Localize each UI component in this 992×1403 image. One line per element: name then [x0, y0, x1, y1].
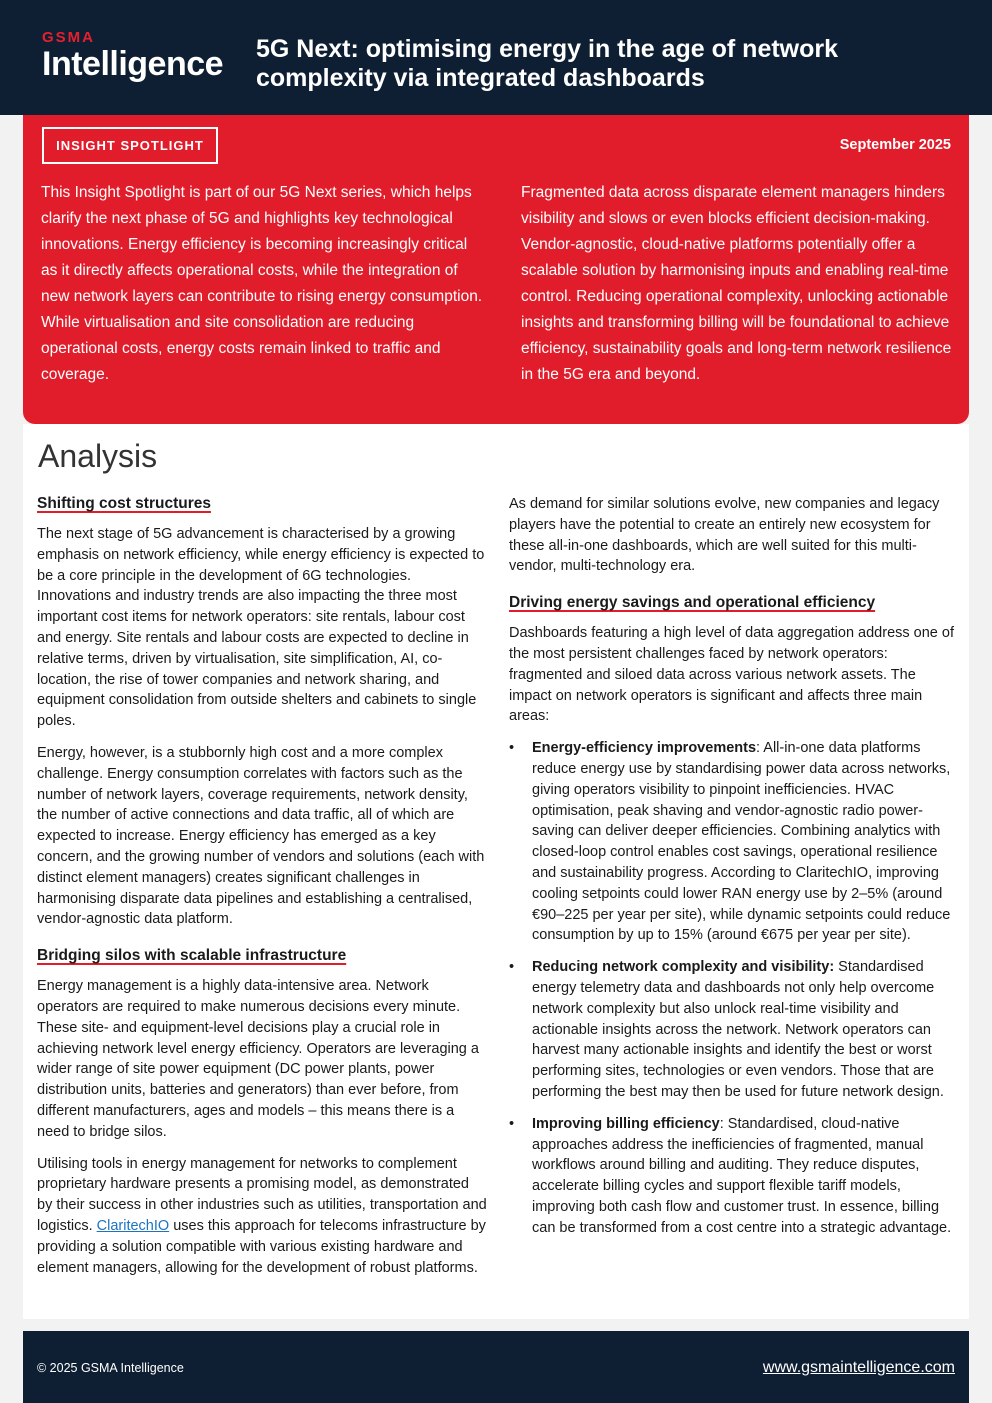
list-item	[509, 1114, 959, 1239]
list-item	[509, 738, 959, 946]
bullet-text: : Standardised, cloud-native approaches address the inefficiencies of fragmented, manual workflows around billing and auditing. They reduce disputes, accelerate billing cycles and support flexible tariff models, improving both cash flow and customer trust. In essence, billing can be transformed from a cost centre into a strategic advantage.	[532, 1115, 952, 1236]
gsma-intelligence-logo[interactable]	[42, 30, 223, 82]
page-footer	[23, 1331, 969, 1403]
bullet-title: Reducing network complexity and visibility:	[532, 959, 835, 976]
paragraph-text: uses this approach for telecoms infrastructure by providing a solution compatible with various existing hardware and element managers, allowing for the development of robust platforms.	[37, 1217, 486, 1276]
publication-date: September 2025	[839, 137, 951, 153]
impact-bullet-list	[509, 738, 959, 1238]
paragraph: Dashboards featuring a high level of data aggregation address one of the most persistent challenges faced by network operators: fragmented and siloed data across various network assets. The impact on network operators is significant and affects three main areas:	[509, 625, 954, 725]
left-column	[37, 494, 487, 1289]
logo-gsma-text: GSMA	[42, 29, 95, 46]
heading-bridging-silos: Bridging silos with scalable infrastructure	[37, 947, 347, 965]
paragraph-text: Utilising tools in energy management for networks to complement proprietary hardware presents a promising model, as demonstrated by their success in other industries such as utilities, transportation and logistics.	[37, 1155, 487, 1234]
intro-right-paragraph: Fragmented data across disparate element managers hinders visibility and slows or even blocks efficient decision-making. Vendor-agnostic, cloud-native platforms potentially offer a scalable solution by harmonising inputs and enabling real-time control. Reducing operational complexity, unlocking actionable insights and transforming billing will be foundational to achieve efficiency, sustainability goals and long-term network resilience in the 5G era and beyond.	[521, 184, 952, 383]
analysis-section	[23, 424, 969, 1319]
list-item	[509, 957, 959, 1103]
bullet-icon: •	[509, 740, 515, 757]
right-column	[509, 494, 959, 1250]
paragraph: Energy, however, is a stubbornly high cost and a more complex challenge. Energy consumption correlates with factors such as the number of network layers, coverage requirements, network density, the number of active connections and data traffic, all of which are expected to increase. Energy efficiency has emerged as a key concern, and the growing number of vendors and solutions (each with distinct element managers) creates significant challenges in harmonising disparate data pipelines and establishing a centralised, vendor-agnostic data platform.	[37, 744, 485, 928]
claritechio-link[interactable]: ClaritechIO	[96, 1217, 170, 1234]
copyright-text: © 2025 GSMA Intelligence	[37, 1361, 184, 1375]
insight-spotlight-badge: INSIGHT SPOTLIGHT	[42, 127, 218, 164]
bullet-icon: •	[509, 959, 515, 976]
logo-intelligence-text: Intelligence	[42, 45, 224, 83]
document-title: 5G Next: optimising energy in the age of network complexity via integrated dashboards	[256, 35, 839, 92]
bullet-text: : All-in-one data platforms reduce energy use by standardising power data across networks, giving operators visibility to pinpoint inefficiencies. HVAC optimisation, peak shaving and vendor-agnostic radio power-saving can deliver deeper efficiencies. Combining analytics with closed-loop control enables cost savings, operational resilience and sustainability progress. According to ClaritechIO, improving cooling setpoints could lower RAN energy use by 2–5% (around €90–225 per year per site), while dynamic setpoints could reduce consumption by up to 15% (around €675 per year per site).	[532, 740, 951, 944]
bullet-title: Improving billing efficiency	[532, 1115, 720, 1132]
bullet-title: Energy-efficiency improvements	[532, 740, 757, 757]
insight-spotlight-panel	[23, 115, 969, 424]
page-header	[0, 0, 992, 115]
analysis-heading: Analysis	[38, 438, 158, 474]
website-link[interactable]: www.gsmaintelligence.com	[762, 1359, 955, 1376]
heading-driving-energy-savings: Driving energy savings and operational efficiency	[509, 594, 876, 612]
bullet-icon: •	[509, 1115, 515, 1132]
heading-shifting-cost-structures: Shifting cost structures	[37, 495, 211, 512]
paragraph: The next stage of 5G advancement is characterised by a growing emphasis on network efficiency, while energy efficiency is expected to be a core principle in the development of 6G technologies. Innovations and industry trends are also impacting the three most important cost items for network operators: site rentals, labour cost and energy. Site rentals and labour costs are expected to decline in relative terms, driven by virtualisation, site simplification, AI, co-location, the rise of tower companies and network sharing, and equipment consolidation from outside shelters and cabinets to single poles.	[37, 526, 485, 730]
intro-left-paragraph: This Insight Spotlight is part of our 5G Next series, which helps clarify the next phase of 5G and highlights key technological innovations. Energy efficiency is becoming increasingly critical as it directly affects operational costs, while the integration of new network layers can contribute to rising energy consumption. While virtualisation and site consolidation are reducing operational costs, energy costs remain linked to traffic and coverage.	[41, 184, 483, 383]
bullet-text: Standardised energy telemetry data and dashboards not only help overcome network complexity but also unlock real-time visibility and actionable insights across the network. Network operators can harvest many actionable insights and identify the best or worst performing sites, technologies or even vendors. Those that are performing the best may then be used for future network design.	[532, 959, 944, 1100]
paragraph: As demand for similar solutions evolve, new companies and legacy players have the potential to create an entirely new ecosystem for these all-in-one dashboards, which are well suited for this multi-vendor, multi-technology era.	[509, 496, 940, 575]
paragraph-with-link	[37, 1154, 487, 1279]
paragraph: Energy management is a highly data-intensive area. Network operators are required to make numerous decisions every minute. These site- and equipment-level decisions play a crucial role in achieving network level energy efficiency. Operators are leveraging a wider range of site power equipment (DC power plants, power distribution units, batteries and generators) than ever before, from different manufacturers, ages and models – this means there is a need to bridge silos.	[37, 978, 479, 1140]
